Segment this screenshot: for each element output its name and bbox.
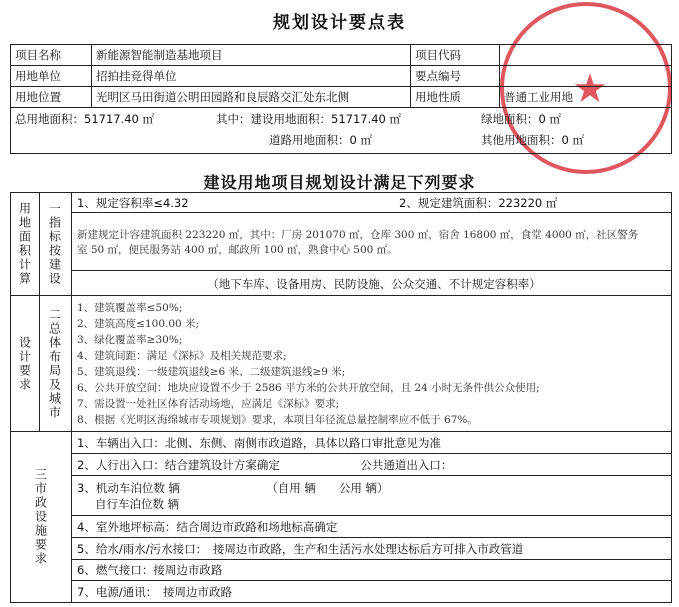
section-1-sublabel: 一指标按建设 (39, 193, 72, 295)
official-seal: ★ (500, 2, 672, 174)
power-interface: 7、电源/通讯： 接周边市政路 (77, 584, 232, 599)
car-parking: 3、机动车泊位数 辆 （自用 辆 公用 辆） (77, 480, 389, 495)
cell (500, 45, 672, 66)
build-area: 其中：建设用地面积：51717.40 ㎡ (216, 112, 402, 126)
cell: 新能源智能制造基地项目 (92, 45, 411, 66)
cell: 普通工业用地 (500, 87, 672, 108)
list-item: 8、根据《光明区海绵城市专项规划》要求，本项目年径流总量控制率应不低于 67%。 (77, 414, 478, 426)
row (71, 516, 671, 538)
row (71, 476, 671, 516)
list-item: 4、建筑间距：满足《深标》及相关规范要求; (77, 350, 287, 362)
gas-interface: 6、燃气接口：接周边市政路 (77, 563, 223, 577)
other-area: 其他用地面积：0 ㎡ (481, 133, 584, 147)
gfa-detail-2: 室 50 ㎡，便民服务站 400 ㎡，邮政所 100 ㎡，熟食中心 500 ㎡。 (77, 243, 398, 256)
cell: 用地位置 (11, 87, 92, 108)
pedestrian-entrance: 2、人行出入口：结合建筑设计方案确定 公共通道出入口： (77, 457, 453, 472)
section-2-label: 设计要求 (11, 296, 40, 431)
list-item: 3、绿化覆盖率≥30%; (77, 334, 183, 346)
design-items (77, 300, 540, 428)
cell (500, 66, 672, 87)
row (71, 432, 671, 454)
gfa-limit: 2、规定建筑面积：223220 ㎡ (399, 195, 558, 210)
list-item: 7、需设置一处社区体育活动场地，应满足《深标》要求; (77, 398, 340, 410)
row (71, 538, 671, 560)
green-area: 绿地面积：0 ㎡ (481, 112, 561, 126)
exclusion-note: （地下车库、设备用房、民防设施、公众交通、不计规定容积率） (207, 276, 541, 291)
list-item: 5、建筑退线：一级建筑退线≥6 米、二级建筑退线≥9 米; (77, 366, 346, 378)
section-1 (10, 192, 672, 296)
water-interface: 5、给水/雨水/污水接口： 接周边市政路，生产和生活污水处理达标后方可排入市政管道 (77, 541, 524, 556)
section-2-sublabel: 二总体布局及城市 (39, 296, 72, 431)
total-area: 总用地面积：51717.40 ㎡ (15, 112, 155, 126)
bike-parking: 自行车泊位数 辆 (95, 496, 180, 511)
section-3-label: 三市政设施要求 (11, 432, 72, 602)
list-item: 2、建筑高度≤100.00 米; (77, 318, 200, 330)
row (71, 454, 671, 476)
area-cell (11, 108, 672, 154)
row (71, 581, 671, 602)
cell: 光明区马田街道公明田园路和良辰路交汇处东北侧 (92, 87, 411, 108)
section-title: 建设用地项目规划设计满足下列要求 (203, 173, 476, 192)
cell: 项目代码 (411, 45, 500, 66)
section-2 (10, 295, 672, 432)
cell: 用地性质 (411, 87, 500, 108)
row (71, 193, 671, 213)
gfa-detail-1: 新建规定计容建筑面积 223220 ㎡，其中：厂房 201070 ㎡，仓库 300 ㎡，宿舍 16800 ㎡，食堂 4000 ㎡，社区警务 (77, 228, 639, 241)
project-info-table (10, 44, 672, 154)
list-item: 6、公共开放空间：地块应设置不少于 2586 平方米的公共开放空间，且 24 小时无条件供公众使用; (77, 382, 540, 394)
section-3 (10, 431, 672, 603)
list-item: 1、建筑覆盖率≤50%; (77, 302, 183, 314)
floor-elevation: 4、室外地坪标高：结合周边市政路和场地标高确定 (77, 519, 338, 534)
row (71, 213, 671, 271)
cell: 用地单位 (11, 66, 92, 87)
section-1-label: 用地面积计算 (11, 193, 40, 295)
page-title: 规划设计要点表 (273, 13, 406, 33)
cell: 招拍挂竞得单位 (92, 66, 411, 87)
road-area: 道路用地面积：0 ㎡ (269, 133, 372, 147)
row (71, 560, 671, 581)
cell: 项目名称 (11, 45, 92, 66)
vehicle-entrance: 1、车辆出入口：北侧、东侧、南侧市政道路，具体以路口审批意见为准 (77, 435, 441, 450)
far-limit: 1、规定容积率≤4.32 (77, 195, 189, 210)
row (71, 271, 671, 296)
cell: 要点编号 (411, 66, 500, 87)
